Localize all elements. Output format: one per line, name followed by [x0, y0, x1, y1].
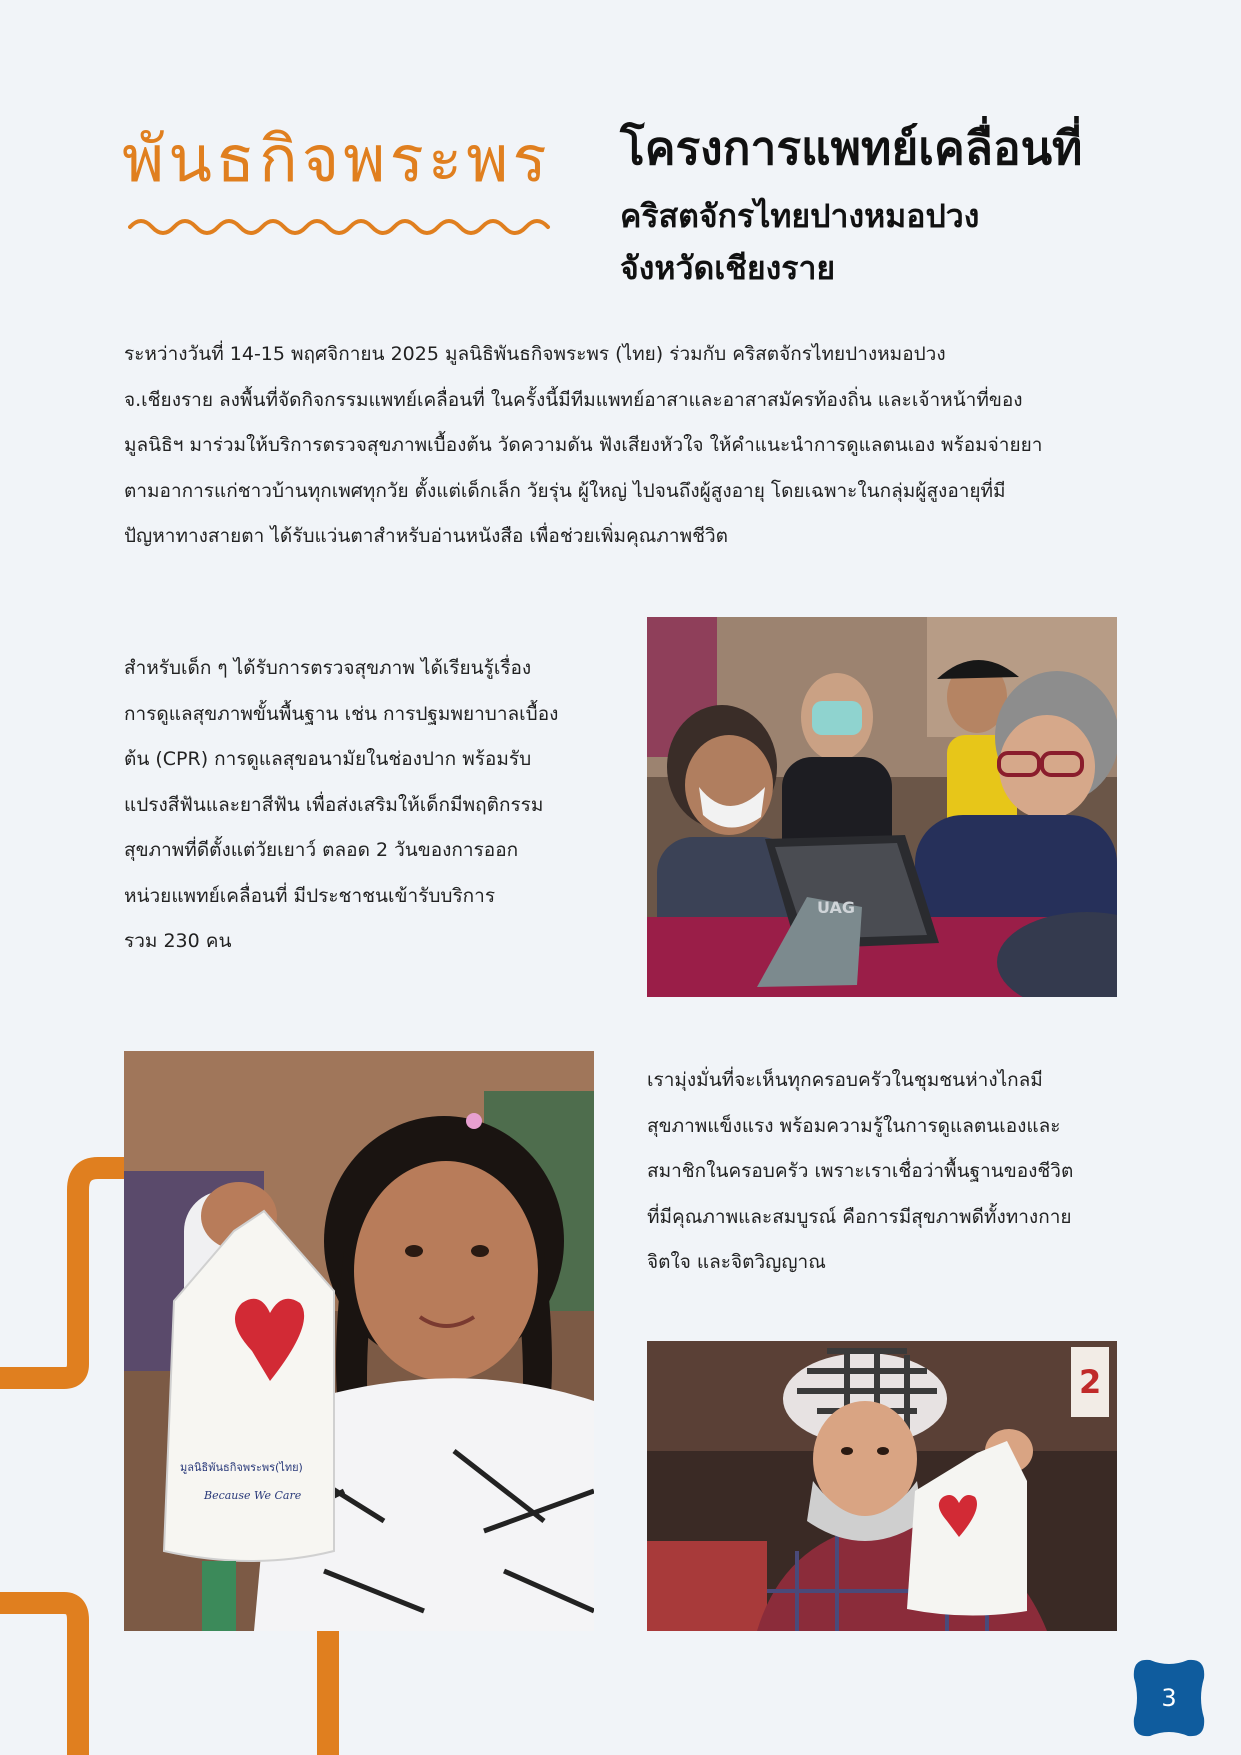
paragraph-line: สำหรับเด็ก ๆ ได้รับการตรวจสุขภาพ ได้เรียนรู้เรื่อง	[124, 657, 532, 679]
sign-number: 2	[1079, 1363, 1102, 1401]
wavy-underline	[128, 212, 552, 242]
paragraph-line: รวม 230 คน	[124, 930, 232, 952]
vision-paragraph	[647, 1058, 1127, 1286]
photo-girl-holding-bag	[124, 1051, 594, 1631]
paragraph-line: การดูแลสุขภาพขั้นพื้นฐาน เช่น การปฐมพยาบาลเบื้อง	[124, 702, 559, 725]
bag-text: มูลนิธิพันธกิจพระพร(ไทย)	[180, 1461, 303, 1474]
page-subtitle	[620, 190, 1220, 294]
paragraph-line: ระหว่างวันที่ 14-15 พฤศจิกายน 2025 มูลนิธิพันธกิจพระพร (ไทย) ร่วมกับ คริสตจักรไทยปางหมอปวง	[124, 343, 946, 365]
paragraph-line: จ.เชียงราย ลงพื้นที่จัดกิจกรรมแพทย์เคลื่อนที่ ในครั้งนี้มีทีมแพทย์อาสาและอาสาสมัครท้องถิ่น และเจ้าหน้าที่ของ	[124, 388, 1023, 411]
page-number: 3	[1161, 1684, 1177, 1712]
paragraph-line: หน่วยแพทย์เคลื่อนที่ มีประชาชนเข้ารับบริการ	[124, 884, 496, 907]
tablet-brand: UAG	[817, 898, 856, 917]
paragraph-line: เรามุ่งมั่นที่จะเห็นทุกครอบครัวในชุมชนห่างไกลมี	[647, 1069, 1043, 1091]
children-paragraph	[124, 646, 604, 965]
paragraph-line: สมาชิกในครอบครัว เพราะเราเชื่อว่าพื้นฐานของชีวิต	[647, 1160, 1074, 1182]
script-title: พันธกิจพระพร	[122, 123, 551, 197]
subtitle-line: จังหวัดเชียงราย	[620, 249, 836, 287]
bag-slogan: Because We Care	[204, 1489, 302, 1502]
paragraph-line: สุขภาพแข็งแรง พร้อมความรู้ในการดูแลตนเองและ	[647, 1114, 1061, 1137]
paragraph-line: มูลนิธิฯ มาร่วมให้บริการตรวจสุขภาพเบื้องต้น วัดความดัน ฟังเสียงหัวใจ ให้คำแนะนำการดูแลตนเอง พร้อมจ่ายยา	[124, 434, 1043, 456]
intro-paragraph	[124, 332, 1124, 560]
paragraph-line: ต้น (CPR) การดูแลสุขอนามัยในช่องปาก พร้อมรับ	[124, 748, 532, 770]
paragraph-line: จิตใจ และจิตวิญญาณ	[647, 1251, 826, 1273]
paragraph-line: แปรงสีฟันและยาสีฟัน เพื่อส่งเสริมให้เด็กมีพฤติกรรม	[124, 793, 544, 816]
subtitle-line: คริสตจักรไทยปางหมอปวง	[620, 197, 980, 235]
paragraph-line: ตามอาการแก่ชาวบ้านทุกเพศทุกวัย ตั้งแต่เด็กเล็ก วัยรุ่น ผู้ใหญ่ ไปจนถึงผู้สูงอายุ โดยเฉพาะในกลุ่มผู้สูงอายุที่มี	[124, 479, 1006, 502]
page-number-badge	[1132, 1658, 1206, 1738]
paragraph-line: ที่มีคุณภาพและสมบูรณ์ คือการมีสุขภาพดีทั้งทางกาย	[647, 1205, 1072, 1228]
photo-elderly-woman-with-bag	[647, 1341, 1117, 1631]
photo-volunteer-with-tablet	[647, 617, 1117, 997]
page-title: โครงการแพทย์เคลื่อนที่	[620, 121, 1083, 175]
paragraph-line: ปัญหาทางสายตา ได้รับแว่นตาสำหรับอ่านหนังสือ เพื่อช่วยเพิ่มคุณภาพชีวิต	[124, 525, 729, 547]
paragraph-line: สุขภาพที่ดีตั้งแต่วัยเยาว์ ตลอด 2 วันของการออก	[124, 839, 519, 861]
